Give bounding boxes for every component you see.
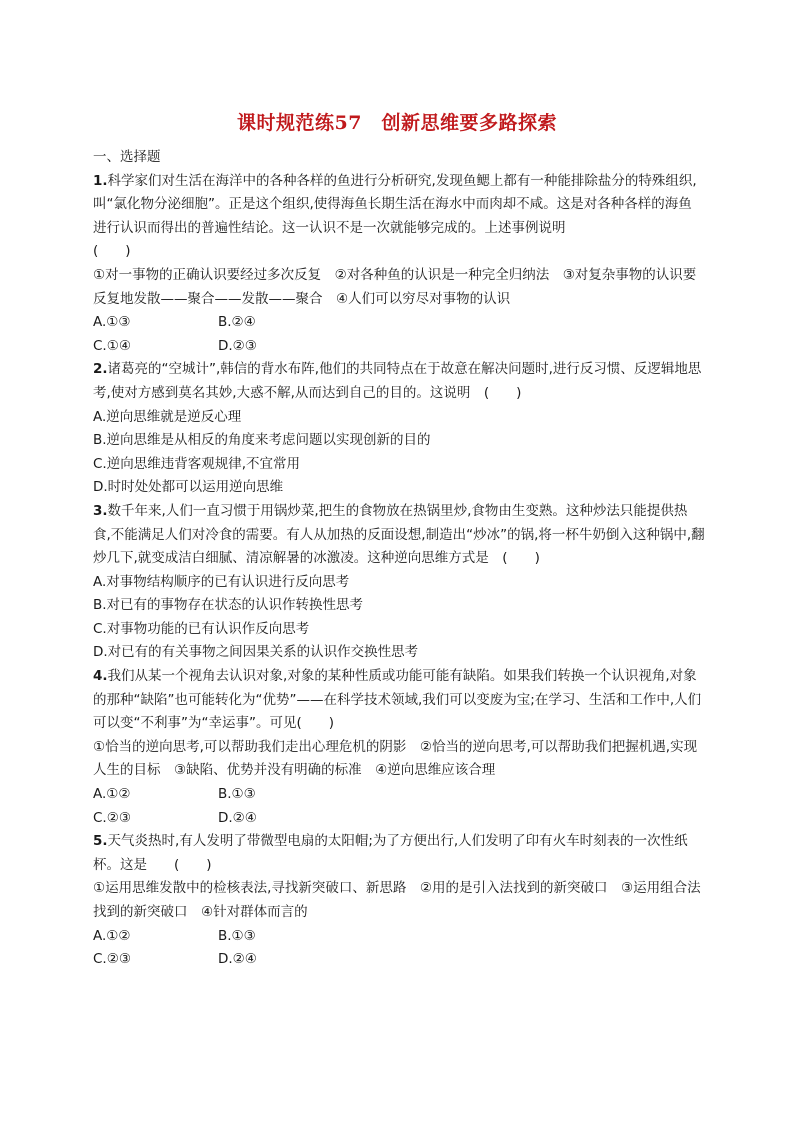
option-row [93,948,705,972]
option-d[interactable]: D.②③ [218,337,257,354]
option-a[interactable]: A.逆向思维就是逆反心理 [93,408,242,425]
option-c[interactable]: C.①④ [93,337,131,354]
option-d[interactable]: D.时时处处都可以运用逆向思维 [93,479,284,496]
question-number: 1. [93,172,108,189]
option-c[interactable]: C.对事物功能的已有认识作反向思考 [93,620,310,637]
question-stem: 天气炎热时,有人发明了带微型电扇的太阳帽;为了方便出行,人们发明了印有火车时刻表的一次性纸杯。这是 [93,833,688,873]
option-row [93,311,705,335]
option-b[interactable]: B.②④ [218,314,256,331]
question-number: 4. [93,668,108,685]
option-d[interactable]: D.②④ [218,951,257,968]
answer-blank: ( ) [488,550,540,567]
question-4 [93,665,705,830]
option-c[interactable]: C.②③ [93,809,131,826]
option-c[interactable]: C.逆向思维违背客观规律,不宜常用 [93,455,301,472]
option-a[interactable]: A.①② [93,786,131,803]
answer-blank: ( ) [147,856,212,873]
question-number: 2. [93,361,108,378]
question-2 [93,358,705,500]
option-b[interactable]: B.逆向思维是从相反的角度来考虑问题以实现创新的目的 [93,432,431,449]
option-a[interactable]: A.①③ [93,314,131,331]
question-statements: ①运用思维发散中的检核表法,寻找新突破口、新思路 ②用的是引入法找到的新突破口 ③运用组合法找到的新突破口 ④针对群体而言的 [93,880,701,920]
option-a[interactable]: A.①② [93,927,131,944]
question-stem: 数千年来,人们一直习惯于用锅炒菜,把生的食物放在热锅里炒,食物由生变熟。这种炒法只能提供热食,不能满足人们对冷食的需要。有人从加热的反面设想,制造出“炒冰”的锅,将一杯牛奶倒入这种锅中,翻炒几下,就变成洁白细腻、清凉解暑的冰激凌。这种逆向思维方式是 [93,502,705,567]
option-row [93,783,705,807]
question-stem: 我们从某一个视角去认识对象,对象的某种性质或功能可能有缺陷。如果我们转换一个认识视角,对象的那种“缺陷”也可能转化为“优势”——在科学技术领域,我们可以变废为宝;在学习、生活和工作中,人们可以变“不利事”为“幸运事”。可见 [93,668,702,732]
option-a[interactable]: A.对事物结构顺序的已有认识进行反向思考 [93,573,350,590]
page-title: 课时规范练57 创新思维要多路探索 [237,112,557,134]
question-5 [93,830,705,972]
option-b[interactable]: B.对已有的事物存在状态的认识作转换性思考 [93,597,364,614]
option-c[interactable]: C.②③ [93,951,131,968]
answer-blank: ( ) [93,243,131,260]
option-row [93,335,705,359]
option-b[interactable]: B.①③ [218,786,256,803]
option-b[interactable]: B.①③ [218,927,256,944]
question-stem: 诸葛亮的“空城计”,韩信的背水布阵,他们的共同特点在于故意在解决问题时,进行反习惯、反逻辑地思考,使对方感到莫名其妙,大惑不解,从而达到自己的目的。这说明 [93,361,702,401]
option-row [93,807,705,831]
question-number: 3. [93,502,108,519]
question-stem: 科学家们对生活在海洋中的各种各样的鱼进行分析研究,发现鱼鳃上都有一种能排除盐分的特殊组织,叫“氯化物分泌细胞”。正是这个组织,使得海鱼长期生活在海水中而肉却不咸。这是对各种各样的海鱼进行认识而得出的普遍性结论。这一认识不是一次就能够完成的。上述事例说明 [93,172,697,236]
answer-blank: ( ) [470,384,522,401]
question-number: 5. [93,833,108,850]
question-1 [93,170,705,359]
option-d[interactable]: D.对已有的有关事物之间因果关系的认识作交换性思考 [93,644,419,661]
option-d[interactable]: D.②④ [218,809,257,826]
question-list [93,146,705,972]
question-3 [93,500,705,665]
question-statements: ①恰当的逆向思考,可以帮助我们走出心理危机的阴影 ②恰当的逆向思考,可以帮助我们把握机遇,实现人生的目标 ③缺陷、优势并没有明确的标准 ④逆向思维应该合理 [93,738,698,779]
option-row [93,925,705,949]
section-label: 一、选择题 [93,149,161,165]
question-statements: ①对一事物的正确认识要经过多次反复 ②对各种鱼的认识是一种完全归纳法 ③对复杂事物的认识要反复地发散——聚合——发散——聚合 ④人们可以穷尽对事物的认识 [93,266,697,307]
answer-blank: ( ) [296,715,335,732]
